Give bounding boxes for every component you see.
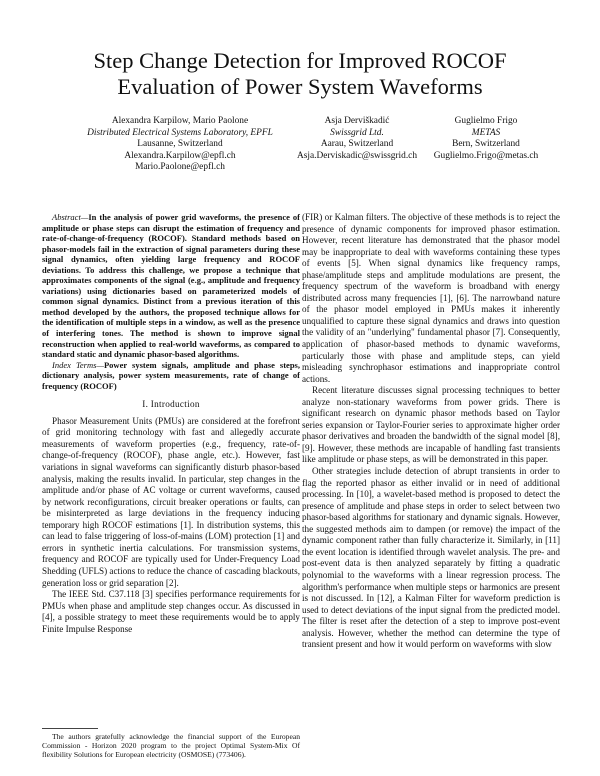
author-block: [0, 116, 600, 206]
intro-paragraph-2: The IEEE Std. C37.118 [3] specifies performance requirements for PMUs when phase and amplitude step changes occur. As discussed in [4], a possible strategy to meet these requirements would be to apply Finite Impulse Response: [42, 589, 300, 634]
left-column: [42, 212, 300, 635]
intro-paragraph-1: Phasor Measurement Units (PMUs) are considered at the forefront of grid monitoring technology with fast and allegedly accurate measurements of waveform properties (e.g., frequency, rate-of-change-of-frequency (ROCOF), phase angle, etc.). However, fast variations in signal waveforms can significantly disturb phasor-based analysis, making the results invalid. In particular, step changes in the amplitude and/or phase of AC voltage or current waveforms, caused by network reconfigurations, circuit breaker operations or faults, can be misinterpreted as large deviations in the frequency inducing temporary high ROCOF estimations [1]. In distribution systems, this can lead to false triggering of loss-of-mains (LOM) protection [1] and errors in synthetic inertia calculations. For transmission systems, frequency and ROCOF are typically used for Under-Frequency Load Shedding (UFLS) actions to reduce the chance of cascading blackouts, generation loss or grid separation [2].: [42, 415, 300, 588]
author-affiliation: Distributed Electrical Systems Laboratory, EPFL: [87, 127, 273, 138]
intro-paragraph-5: Other strategies include detection of abrupt transients in order to flag the reported phasor as either invalid or in need of additional processing. In [10], a wavelet-based method is proposed to detect the presence of amplitude and phase steps in order to select between two phasor-based algorithms for stationary and dynamic signals. However, the suggested methods aim to dampen (or remove) the impact of the dynamic component rather than fully characterize it. Similarly, in [11] the event location is identified through wavelet analysis. The pre- and post-event data is then analyzed separately by fitting a quadratic polynomial to the waveforms with a linear regression process. The algorithm's performance when multiple steps or harmonics are present is not discussed. In [12], a Kalman Filter for waveform prediction is used to detect deviations of the input signal from the predicted model. The filter is reset after the detection of a step to improve post-event analysis. However, whether the method can determine the type of transient present and how it would perform on waveforms with slow: [302, 466, 560, 650]
author-email: Alexandra.Karpilow@epfl.ch: [124, 150, 236, 161]
author-names: Asja Derviškadić: [324, 116, 390, 126]
author-email: Asja.Derviskadic@swissgrid.ch: [296, 150, 418, 161]
author-names: Alexandra Karpilow, Mario Paolone: [111, 116, 249, 126]
author-group-swissgrid: [296, 116, 418, 162]
author-group-epfl: [72, 116, 288, 174]
title-line-1: Step Change Detection for Improved ROCOF: [93, 48, 507, 73]
index-terms-lead: Index Terms—: [52, 359, 104, 370]
abstract-text: In the analysis of power grid waveforms, the presence of amplitude or phase steps can disrupt the estimation of frequency and rate-of-change-of-frequency (ROCOF). Standard methods based on phasor-models fail in the extraction of signal parameters during these signal dynamics, often yielding large frequency and ROCOF deviations. To address this challenge, we propose a technique that approximates components of the signal (e.g., amplitude and frequency variations) using dictionaries based on parameterized models of common signal dynamics. Distinct from a previous iteration of this method developed by the authors, the proposed technique allows for the identification of multiple steps in a window, as well as the presence of interfering tones. The method is shown to improve signal reconstruction when applied to real-world waveforms, as compared to standard static and dynamic phasor-based algorithms.: [42, 212, 300, 360]
author-names: Guglielmo Frigo: [454, 116, 518, 126]
paper-title: [40, 48, 560, 100]
footnote-divider: [42, 728, 98, 729]
author-location: Aarau, Switzerland: [320, 139, 394, 150]
index-terms: [42, 360, 300, 392]
intro-paragraph-4: Recent literature discusses signal processing techniques to better analyze non-stationary waveforms from power grids. There is significant research on dynamic phasor methods based on Taylor series expansion or Taylor-Fourier series to approximate higher order phasor derivatives and broaden the bandwidth of the signal model [8], [9]. However, these methods are incapable of handling fast transients like amplitude or phase steps, as will be demonstrated in this paper.: [302, 385, 560, 465]
author-affiliation: Swissgrid Ltd.: [330, 127, 384, 138]
funding-footnote: The authors gratefully acknowledge the financial support of the European Commission - Horizon 2020 program to the project Optimal System-Mix Of flexibility Solutions for European electricity (OSMOSE) (773406).: [42, 732, 300, 760]
abstract: [42, 212, 300, 360]
author-location: Lausanne, Switzerland: [137, 139, 223, 150]
title-line-2: Evaluation of Power System Waveforms: [117, 74, 483, 99]
author-affiliation: METAS: [471, 127, 501, 138]
section-heading-introduction: I. Introduction: [142, 399, 200, 410]
abstract-paragraph: [42, 212, 300, 360]
author-email: Guglielmo.Frigo@metas.ch: [433, 150, 539, 161]
author-email: Mario.Paolone@epfl.ch: [135, 162, 225, 173]
index-terms-text: Power system signals, amplitude and phase steps, dictionary analysis, power system measurements, rate of change of frequency (ROCOF): [42, 359, 300, 391]
author-location: Bern, Switzerland: [452, 139, 520, 150]
intro-paragraph-3: (FIR) or Kalman filters. The objective of these methods is to reject the presence of dynamic components for improved phasor estimation. However, recent literature has demonstrated that the phasor model may be inappropriate to deal with waveforms containing these types of events [5]. When signal dynamics like frequency ramps, phase/amplitude steps and amplitude modulations are present, the frequency spectrum of the waveform is broadband with energy distributed across many frequencies [1], [6]. The narrowband nature of the phasor model employed in PMUs makes it inherently unqualified to capture these signal dynamics and draws into question the validity of an "underlying" fundamental phasor [7]. Consequently, application of phasor-based methods to dynamic waveforms, particularly those with phase and amplitude steps, can yield misleading synchrophasor estimations and inappropriate control actions.: [302, 212, 560, 384]
index-terms-paragraph: [42, 360, 300, 392]
author-group-metas: [425, 116, 547, 162]
right-column: [302, 212, 560, 651]
abstract-lead: Abstract—: [52, 212, 89, 222]
